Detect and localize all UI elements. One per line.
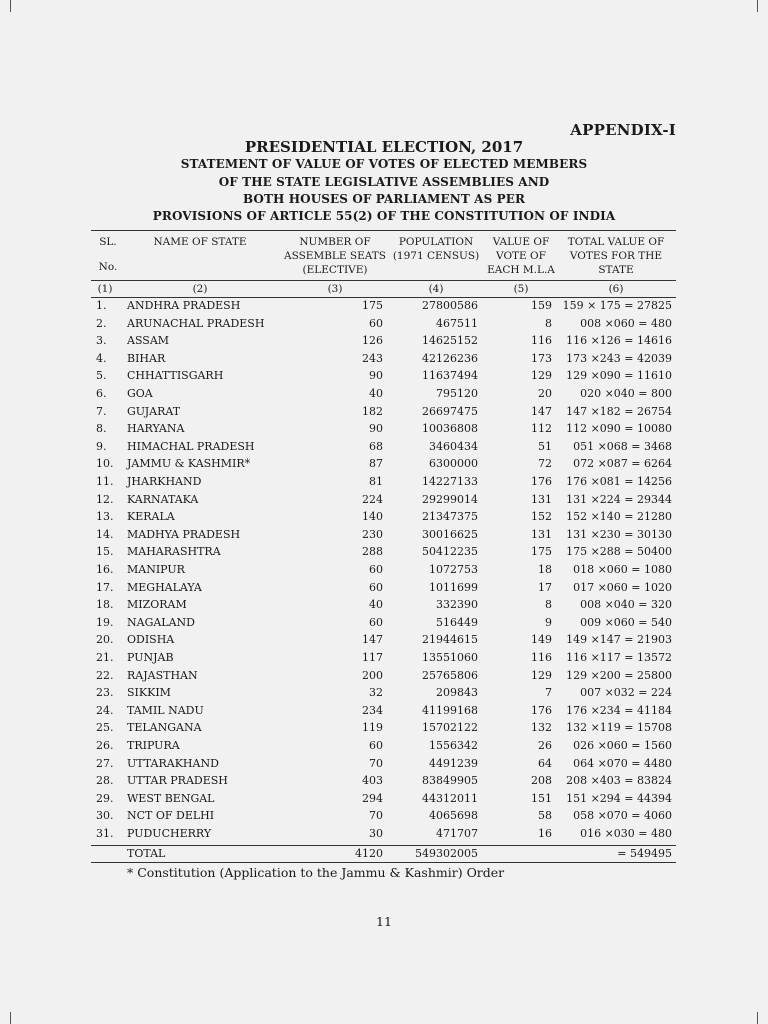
row-total-value: 175 ×288 = 50400 (566, 545, 672, 559)
header-value (484, 235, 558, 277)
row-vote-value: 131 (531, 492, 552, 506)
row-seats: 234 (362, 703, 383, 717)
subtitle-line: STATEMENT OF VALUE OF VOTES OF ELECTED MEMBERS (180, 157, 588, 171)
row-vote-value: 8 (545, 316, 552, 330)
table-row (0, 827, 768, 845)
footnote: * Constitution (Application to the Jammu & Kashmir) Order (127, 865, 505, 880)
table-top-rule (91, 230, 676, 231)
header-total-line: VOTES FOR THE (569, 250, 663, 262)
table-row (0, 422, 768, 440)
row-sl: 10. (96, 457, 114, 471)
row-vote-value: 151 (531, 791, 552, 805)
row-vote-value: 159 (531, 299, 552, 312)
header-seats (283, 235, 387, 277)
row-sl: 31. (96, 827, 114, 840)
row-population: 50412235 (422, 545, 478, 559)
row-vote-value: 176 (531, 475, 552, 488)
row-sl: 7. (96, 404, 107, 418)
row-total-value: 173 ×243 = 42039 (566, 351, 672, 365)
header-seats-line: ASSEMBLE SEATS (284, 250, 386, 262)
row-vote-value: 129 (531, 369, 552, 383)
column-number: (3) (327, 283, 343, 295)
row-state-name: ARUNACHAL PRADESH (127, 316, 265, 330)
row-vote-value: 116 (531, 651, 552, 664)
row-state-name: MAHARASHTRA (127, 545, 221, 559)
row-seats: 70 (369, 756, 383, 770)
header-seats-line: (ELECTIVE) (302, 264, 368, 276)
row-state-name: GUJARAT (127, 404, 181, 418)
row-state-name: MIZORAM (127, 598, 187, 612)
row-state-name: PUDUCHERRY (127, 827, 212, 840)
row-state-name: MADHYA PRADESH (127, 527, 241, 541)
row-sl: 6. (96, 387, 107, 400)
row-total-value: 016 ×030 = 480 (580, 827, 672, 840)
row-seats: 81 (369, 475, 383, 488)
header-total-line: STATE (598, 264, 634, 276)
column-number: (6) (608, 283, 624, 295)
row-state-name: GOA (127, 387, 153, 400)
row-vote-value: 7 (545, 686, 552, 700)
row-state-name: HARYANA (127, 422, 185, 436)
row-state-name: TRIPURA (127, 739, 180, 752)
total-seats: 4120 (355, 847, 383, 860)
row-population: 4065698 (429, 809, 478, 823)
row-seats: 182 (362, 404, 383, 418)
row-seats: 230 (362, 527, 383, 541)
row-sl: 17. (96, 580, 114, 594)
row-sl: 30. (96, 809, 114, 823)
row-total-value: 151 ×294 = 44394 (566, 791, 672, 805)
column-number: (5) (513, 283, 529, 295)
row-state-name: MANIPUR (127, 563, 185, 576)
table-row (0, 387, 768, 405)
row-sl: 19. (96, 615, 114, 629)
row-sl: 28. (96, 774, 114, 788)
row-sl: 12. (96, 492, 114, 506)
row-total-value: 132 ×119 = 15708 (566, 721, 672, 735)
row-seats: 294 (362, 791, 383, 805)
row-sl: 1. (96, 299, 107, 312)
row-seats: 60 (369, 739, 383, 752)
row-seats: 243 (362, 351, 383, 365)
row-population: 83849905 (422, 774, 478, 788)
row-vote-value: 20 (538, 387, 552, 400)
row-sl: 16. (96, 563, 114, 576)
table-row (0, 633, 768, 651)
row-population: 13551060 (422, 651, 478, 664)
table-row (0, 299, 768, 317)
row-total-value: 149 ×147 = 21903 (566, 633, 672, 647)
row-population: 25765806 (422, 668, 478, 682)
table-row (0, 493, 768, 511)
subtitle-line: BOTH HOUSES OF PARLIAMENT AS PER (242, 192, 526, 206)
row-state-name: MEGHALAYA (127, 580, 202, 594)
table-row (0, 809, 768, 827)
row-sl: 8. (96, 422, 107, 436)
table-row (0, 704, 768, 722)
row-sl: 5. (96, 369, 107, 383)
row-state-name: CHHATTISGARH (127, 369, 224, 383)
row-population: 332390 (436, 598, 478, 612)
row-sl: 15. (96, 545, 114, 559)
row-vote-value: 175 (531, 545, 552, 559)
crop-mark (10, 0, 11, 12)
row-seats: 60 (369, 615, 383, 629)
row-total-value: 008 ×060 = 480 (580, 316, 672, 330)
row-population: 44312011 (422, 791, 478, 805)
row-total-value: 112 ×090 = 10080 (566, 422, 672, 436)
row-vote-value: 208 (531, 774, 552, 788)
page-title: PRESIDENTIAL ELECTION, 2017 (244, 138, 524, 156)
row-vote-value: 112 (531, 422, 552, 436)
row-vote-value: 26 (538, 739, 552, 752)
row-total-value: 176 ×081 = 14256 (566, 475, 672, 488)
table-row (0, 686, 768, 704)
column-number: (4) (428, 283, 444, 295)
row-state-name: PUNJAB (127, 651, 174, 664)
row-sl: 27. (96, 756, 114, 770)
header-population-line: (1971 CENSUS) (392, 250, 480, 262)
row-total-value: 129 ×090 = 11610 (566, 369, 672, 383)
row-population: 15702122 (422, 721, 478, 735)
row-state-name: KARNATAKA (127, 492, 199, 506)
row-seats: 30 (369, 827, 383, 840)
row-state-name: ODISHA (127, 633, 175, 647)
row-population: 29299014 (422, 492, 478, 506)
row-population: 11637494 (422, 369, 478, 383)
row-vote-value: 129 (531, 668, 552, 682)
table-row (0, 721, 768, 739)
row-sl: 18. (96, 598, 114, 612)
row-vote-value: 58 (538, 809, 552, 823)
table-row (0, 405, 768, 423)
column-number: (2) (192, 283, 208, 295)
row-seats: 40 (369, 387, 383, 400)
table-row (0, 528, 768, 546)
total-top-rule (91, 845, 676, 846)
table-row (0, 475, 768, 493)
header-total-line: TOTAL VALUE OF (567, 236, 665, 248)
row-population: 41199168 (422, 703, 478, 717)
row-population: 10036808 (422, 422, 478, 436)
row-total-value: 009 ×060 = 540 (580, 615, 672, 629)
row-vote-value: 147 (531, 404, 552, 418)
row-total-value: 116 ×117 = 13572 (566, 651, 672, 664)
table-row (0, 334, 768, 352)
header-population-line: POPULATION (398, 236, 474, 248)
row-state-name: UTTAR PRADESH (127, 774, 228, 788)
table-row (0, 563, 768, 581)
row-population: 1072753 (429, 563, 478, 576)
row-sl: 21. (96, 651, 114, 664)
row-total-value: 017 ×060 = 1020 (573, 580, 672, 594)
row-seats: 87 (369, 457, 383, 471)
row-vote-value: 152 (531, 510, 552, 524)
page-number: 11 (376, 914, 392, 929)
row-seats: 32 (369, 686, 383, 700)
header-value-line: EACH M.L.A (487, 264, 555, 276)
row-population: 21347375 (422, 510, 478, 524)
row-population: 21944615 (422, 633, 478, 647)
row-state-name: BIHAR (127, 351, 166, 365)
row-sl: 20. (96, 633, 114, 647)
subtitle-line: PROVISIONS OF ARTICLE 55(2) OF THE CONSTITUTION OF INDIA (152, 209, 616, 223)
row-total-value: 116 ×126 = 14616 (566, 334, 672, 348)
table-row (0, 739, 768, 757)
table-row (0, 510, 768, 528)
header-total (560, 235, 672, 277)
row-state-name: HIMACHAL PRADESH (127, 439, 255, 453)
row-state-name: TAMIL NADU (127, 703, 204, 717)
row-population: 14625152 (422, 334, 478, 348)
row-population: 795120 (436, 387, 478, 400)
row-population: 1556342 (429, 739, 478, 752)
row-total-value: 152 ×140 = 21280 (566, 510, 672, 524)
table-row (0, 616, 768, 634)
row-seats: 90 (369, 369, 383, 383)
row-sl: 9. (96, 439, 107, 453)
table-row (0, 352, 768, 370)
row-state-name: NCT OF DELHI (127, 809, 215, 823)
row-state-name: SIKKIM (127, 686, 171, 700)
row-population: 467511 (436, 316, 478, 330)
row-total-value: 176 ×234 = 41184 (566, 703, 672, 717)
table-row (0, 369, 768, 387)
row-vote-value: 173 (531, 351, 552, 365)
table-row (0, 757, 768, 775)
row-vote-value: 64 (538, 756, 552, 770)
row-sl: 11. (96, 475, 114, 488)
row-population: 3460434 (429, 439, 478, 453)
row-seats: 147 (362, 633, 383, 647)
row-total-value: 147 ×182 = 26754 (566, 404, 672, 418)
subtitle-line: OF THE STATE LEGISLATIVE ASSEMBLIES AND (218, 175, 550, 189)
row-state-name: NAGALAND (127, 615, 195, 629)
row-vote-value: 176 (531, 703, 552, 717)
row-total-value: 051 ×068 = 3468 (573, 439, 672, 453)
row-vote-value: 18 (538, 563, 552, 576)
table-row (0, 774, 768, 792)
column-number: (1) (97, 283, 113, 295)
row-sl: 26. (96, 739, 114, 752)
row-total-value: 064 ×070 = 4480 (573, 756, 672, 770)
row-total-value: 026 ×060 = 1560 (573, 739, 672, 752)
row-population: 6300000 (429, 457, 478, 471)
crop-mark (757, 0, 758, 12)
header-name: NAME OF STATE (153, 236, 247, 248)
row-sl: 14. (96, 527, 114, 541)
row-seats: 40 (369, 598, 383, 612)
total-bottom-rule (91, 862, 676, 863)
row-seats: 288 (362, 545, 383, 559)
row-vote-value: 72 (538, 457, 552, 471)
row-population: 1011699 (429, 580, 478, 594)
total-value: = 549495 (617, 847, 672, 860)
table-row (0, 457, 768, 475)
row-population: 471707 (436, 827, 478, 840)
row-seats: 403 (362, 774, 383, 788)
row-state-name: TELANGANA (127, 721, 202, 735)
row-state-name: WEST BENGAL (127, 791, 215, 805)
row-seats: 60 (369, 580, 383, 594)
row-vote-value: 17 (538, 580, 552, 594)
header-sl-line: SL. (99, 236, 117, 248)
row-sl: 23. (96, 686, 114, 700)
row-vote-value: 149 (531, 633, 552, 647)
row-sl: 25. (96, 721, 114, 735)
table-row (0, 792, 768, 810)
row-seats: 70 (369, 809, 383, 823)
total-label: TOTAL (127, 847, 166, 860)
table-row (0, 669, 768, 687)
row-seats: 140 (362, 510, 383, 524)
table-row (0, 545, 768, 563)
row-sl: 22. (96, 668, 114, 682)
table-row (0, 581, 768, 599)
row-population: 26697475 (422, 404, 478, 418)
row-seats: 200 (362, 668, 383, 682)
row-sl: 2. (96, 316, 107, 330)
row-state-name: UTTARAKHAND (127, 756, 219, 770)
row-seats: 68 (369, 439, 383, 453)
row-state-name: JHARKHAND (127, 475, 202, 488)
table-row (0, 651, 768, 669)
table-row (0, 317, 768, 335)
row-total-value: 058 ×070 = 4060 (573, 809, 672, 823)
row-sl: 13. (96, 510, 114, 524)
row-population: 30016625 (422, 527, 478, 541)
row-seats: 60 (369, 316, 383, 330)
crop-mark (10, 1012, 11, 1024)
row-state-name: ANDHRA PRADESH (127, 299, 241, 312)
row-vote-value: 8 (545, 598, 552, 612)
row-population: 42126236 (422, 351, 478, 365)
row-total-value: 007 ×032 = 224 (580, 686, 672, 700)
header-population (390, 235, 482, 263)
row-seats: 224 (362, 492, 383, 506)
row-vote-value: 51 (538, 439, 552, 453)
column-number-rule (91, 297, 676, 298)
row-population: 14227133 (422, 475, 478, 488)
header-value-line: VALUE OF (492, 236, 550, 248)
row-sl: 4. (96, 351, 107, 365)
row-sl: 29. (96, 791, 114, 805)
row-seats: 126 (362, 334, 383, 348)
row-seats: 60 (369, 563, 383, 576)
row-sl: 3. (96, 334, 107, 348)
row-total-value: 020 ×040 = 800 (580, 387, 672, 400)
row-vote-value: 116 (531, 334, 552, 348)
row-seats: 175 (362, 299, 383, 312)
row-population: 27800586 (422, 299, 478, 312)
header-value-line: VOTE OF (496, 250, 546, 262)
appendix-label: APPENDIX-I (570, 121, 676, 139)
row-population: 4491239 (429, 756, 478, 770)
table-row (0, 440, 768, 458)
row-total-value: 131 ×230 = 30130 (566, 527, 672, 541)
row-seats: 119 (362, 721, 383, 735)
row-vote-value: 131 (531, 527, 552, 541)
row-population: 209843 (436, 686, 478, 700)
table-row (0, 598, 768, 616)
total-population: 549302005 (415, 847, 478, 860)
row-population: 516449 (436, 615, 478, 629)
row-vote-value: 16 (538, 827, 552, 840)
header-seats-line: NUMBER OF (299, 236, 371, 248)
row-seats: 117 (362, 651, 383, 664)
row-total-value: 072 ×087 = 6264 (573, 457, 672, 471)
row-total-value: 208 ×403 = 83824 (566, 774, 672, 788)
header-sl (93, 235, 123, 274)
row-total-value: 018 ×060 = 1080 (573, 563, 672, 576)
header-rule (91, 280, 676, 281)
row-state-name: RAJASTHAN (127, 668, 198, 682)
row-total-value: 131 ×224 = 29344 (566, 492, 672, 506)
crop-mark (757, 1012, 758, 1024)
row-state-name: JAMMU & KASHMIR* (127, 457, 251, 471)
row-total-value: 129 ×200 = 25800 (566, 668, 672, 682)
row-state-name: KERALA (127, 510, 175, 524)
row-vote-value: 132 (531, 721, 552, 735)
row-vote-value: 9 (545, 615, 552, 629)
row-total-value: 159 × 175 = 27825 (562, 299, 672, 312)
row-sl: 24. (96, 703, 114, 717)
row-state-name: ASSAM (127, 334, 170, 348)
row-seats: 90 (369, 422, 383, 436)
header-sl-line: No. (98, 261, 118, 273)
row-total-value: 008 ×040 = 320 (580, 598, 672, 612)
